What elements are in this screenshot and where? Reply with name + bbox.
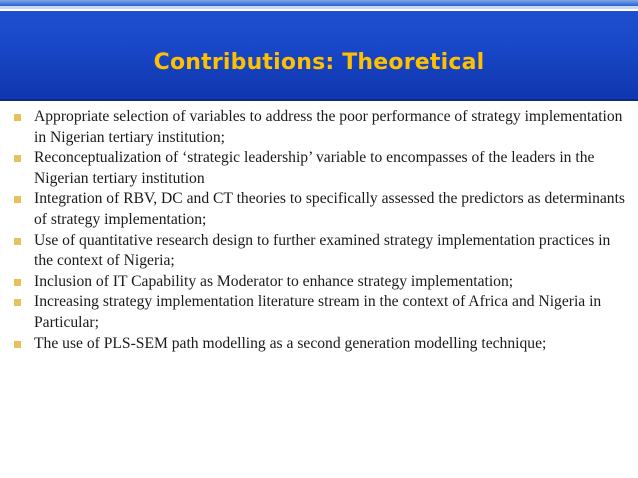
bullet-text: Inclusion of IT Capability as Moderator to enhance strategy implementation; [34, 272, 514, 290]
bullet-item [14, 272, 630, 293]
square-bullet-icon [14, 279, 21, 286]
bullet-item [14, 148, 630, 189]
square-bullet-icon [14, 114, 21, 121]
bullet-item [14, 107, 630, 148]
square-bullet-icon [14, 155, 21, 162]
bullet-list [14, 107, 630, 354]
square-bullet-icon [14, 341, 21, 348]
bullet-text: Increasing strategy implementation literature stream in the context of Africa and Nigeria in Particular; [34, 293, 602, 331]
bullet-item [14, 189, 630, 230]
slide-title: Contributions: Theoretical [153, 50, 485, 75]
square-bullet-icon [14, 196, 21, 203]
bullet-item [14, 231, 630, 272]
bullet-text: Reconceptualization of ‘strategic leadership’ variable to encompasses of the leaders in the Nigerian tertiary institution [34, 149, 595, 187]
bullet-text: The use of PLS-SEM path modelling as a second generation modelling technique; [34, 334, 547, 352]
bullet-text: Integration of RBV, DC and CT theories to specifically assessed the predictors as determinants of strategy implementation; [34, 190, 625, 228]
square-bullet-icon [14, 299, 21, 306]
square-bullet-icon [14, 238, 21, 245]
bullet-text: Use of quantitative research design to further examined strategy implementation practices in the context of Nigeria; [34, 231, 611, 270]
bullet-item [14, 292, 630, 333]
top-accent-stripe-light [0, 6, 638, 9]
bullet-text: Appropriate selection of variables to address the poor performance of strategy implementation in Nigerian tertiary institution; [34, 108, 623, 146]
bullet-item [14, 334, 630, 355]
